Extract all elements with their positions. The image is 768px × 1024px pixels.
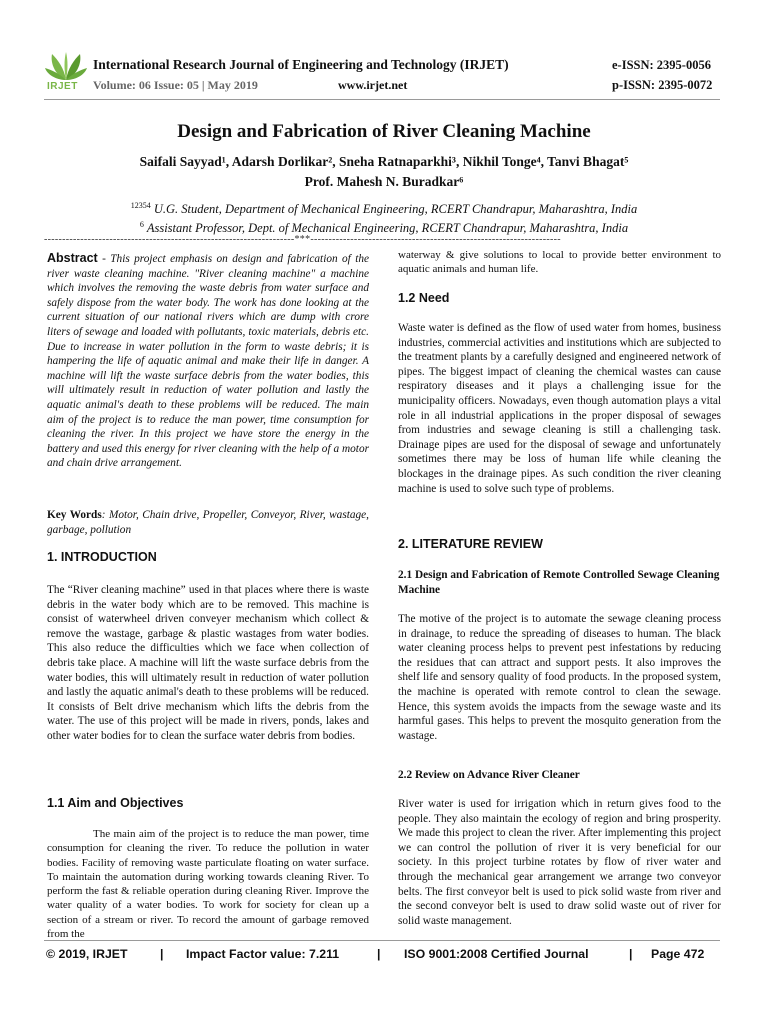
author-list [0, 152, 768, 192]
paper-title: Design and Fabrication of River Cleaning Machine [177, 121, 591, 142]
journal-name: International Research Journal of Engineering and Technology (IRJET) [93, 57, 509, 72]
e-issn: e-ISSN: 2395-0056 [612, 58, 711, 72]
aim-heading: 1.1 Aim and Objectives [47, 796, 184, 810]
header-rule [44, 99, 720, 100]
affiliation-1-text: U.G. Student, Department of Mechanical Engineering, RCERT Chandrapur, Maharashtra, India [153, 202, 638, 217]
intro-text: The “River cleaning machine” used in that places where there is waste debris in the water body which are to be removed. This machine is consist of waterwheel driven conveyer mechanism which collect & remove the wastage, garbage & plastic wastages from water bodies. This also reduce the difficulties which we face when collection of debris take place. A machine will lift the waste surface debris from the water bodies, this will ultimately result in reduction of water pollution and lastly the aquatic animal's death to these problems will be reduced. It consists of Belt drive mechanism which lifts the debris from the water. The use of this project will be made in rivers, ponds, lakes and other water bodies for to clean the surface water debris from bodies. [47, 584, 369, 742]
aim-text: The main aim of the project is to reduce the man power, time consumption for cleaning the river. To reduce the pollution in water bodies. Facility of removing waste particulate floating on water surface. To maintain the automation during working towards cleaning River. To perform the fast & reliable operation during cleaning River. Improve the water quality of a water bodies. To work for society for clean up a section of a stream or river. To record the amount of garbage removed from the [47, 828, 369, 941]
journal-website[interactable]: www.irjet.net [338, 78, 408, 92]
continued-text: waterway & give solutions to local to provide better environment to aquatic animals and human life. [398, 249, 721, 276]
irjet-logo [44, 50, 88, 96]
footer-impact-factor: Impact Factor value: 7.211 [186, 947, 340, 961]
footer-sep-3: | [629, 947, 633, 961]
footer-copyright: © 2019, IRJET [46, 947, 128, 961]
footer-page-number: Page 472 [651, 947, 705, 961]
need-text: Waste water is defined as the flow of used water from homes, business industries, commercial activities and institutions which are subjected to the treatment plants by a carefully designed and engineered network of pipes. The biggest impact of cleaning the chemical wastes can cause respiratory diseases and it plays a challenging issue for the municipality officers. Nowadays, even though automation plays a vital role in all industrial applications in the proper disposal of sewages from industries and sewage cleaning is still a challenging task. Drainage pipes are used for the disposal of sewage and unfortunately sometimes there may be loss of human life while cleaning the blockages in the drainage pipes. As such condition the river cleaning machine is used to solve such type of problems. [398, 322, 721, 495]
footer-iso: ISO 9001:2008 Certified Journal [404, 947, 589, 961]
abstract [47, 251, 369, 471]
abstract-label: Abstract [47, 251, 98, 265]
affiliation-2-sup: 6 [139, 220, 144, 230]
authors-line-2: Prof. Mahesh N. Buradkar⁶ [304, 174, 464, 189]
affiliations [0, 198, 768, 236]
authors-line-1: Saifali Sayyad¹, Adarsh Dorlikar², Sneha Ratnaparkhi³, Nikhil Tonge⁴, Tanvi Bhagat⁵ [139, 154, 629, 169]
keywords-label: Key Words [47, 509, 102, 521]
lit22-heading: 2.2 Review on Advance River Cleaner [398, 769, 580, 781]
need-heading: 1.2 Need [398, 291, 450, 305]
keywords [47, 508, 369, 537]
affiliation-2-text: Assistant Professor, Dept. of Mechanical Engineering, RCERT Chandrapur, Maharashtra, India [146, 221, 629, 236]
keywords-text: : Motor, Chain drive, Propeller, Conveyor, River, wastage, garbage, pollution [47, 509, 370, 536]
lit-review-heading: 2. LITERATURE REVIEW [398, 537, 543, 551]
section-separator: ---------------------------------------------------------------------***--------------------------------------------------------------------- [44, 234, 561, 245]
volume-info: Volume: 06 Issue: 05 | May 2019 [93, 78, 258, 92]
lit22-text: River water is used for irrigation which in return gives food to the people. They also maintain the ecology of region and bring prosperity. We made this project to clean the river. After implementing this project we can control the pollution of river it is very beneficial for our society. In this project turbine rotates by flow of river water and through the mechanical gear arrangement we arrange two conveyor belts. The first conveyor belt is used to pick solid waste from river and the second conveyor belt is used to draw solid waste out of river for solid waste management. [398, 798, 721, 927]
footer-sep-1: | [160, 947, 164, 961]
logo-text: IRJET [47, 81, 78, 92]
p-issn: p-ISSN: 2395-0072 [612, 78, 713, 92]
footer-sep-2: | [377, 947, 381, 961]
lit21-heading: 2.1 Design and Fabrication of Remote Controlled Sewage Cleaning Machine [398, 569, 720, 596]
intro-heading: 1. INTRODUCTION [47, 550, 157, 564]
footer-rule [44, 940, 720, 941]
abstract-text: - This project emphasis on design and fabrication of the river waste cleaning machine. "River cleaning machine" a machine which involves the removing the waste debris from water surface and safely dispose from the water body. The work has done looking at the current situation of our national rivers which are dump with crore liters of sewage and loaded with pollutants, toxic materials, debris etc. Due to increase in water pollution in the form to waste debris; it is hampering the life of aquatic animal and make their life in danger. A machine will lift the waste surface debris from the water bodies, this will ultimately result in reduction of water pollution and lastly the aquatic animal's death to these problems will be reduced. The main aim of the project is to reduce the man power, time consumption for cleaning the river. In this project we have store the energy in the battery and used this energy for river cleaning with the help of a motor and chain drive arrangement. [47, 253, 369, 470]
lit21-text: The motive of the project is to automate the sewage cleaning process in drainage, to reduce the spreading of diseases to human. The black water cleaning process helps to prevent pest infestations by reducing the residues that can attract and support pests. It also improves the shelf life and sensory quality of food products. In the proposed system, the machine is operated with remote control to clean the sewage. Hence, this system avoids the impacts from the sewage waste and its harmful gases. This helps to prevent the mosquito generation from the wastage. [398, 613, 721, 742]
affiliation-1 [0, 198, 768, 217]
affiliation-1-sup: 12354 [130, 201, 151, 210]
